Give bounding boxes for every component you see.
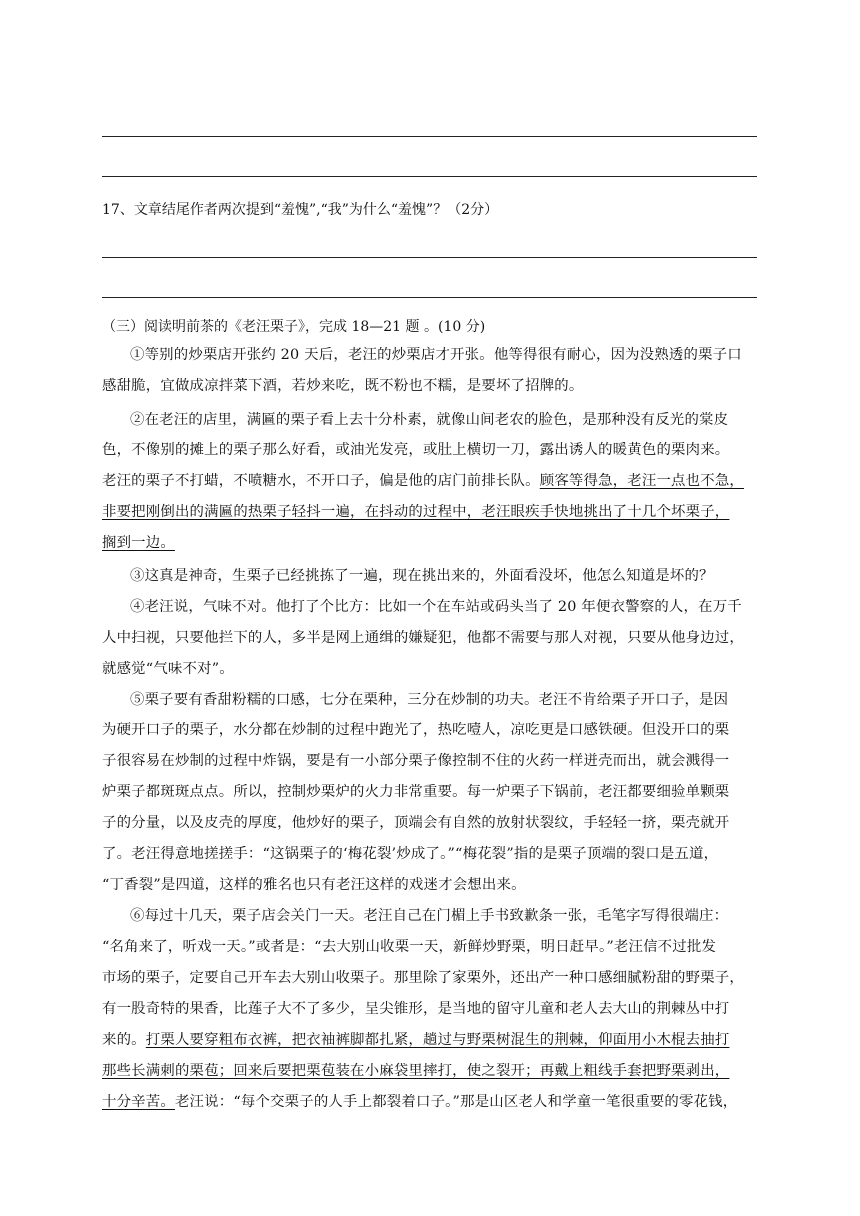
underlined-text: 那些长满刺的栗苞；回来后要把栗苞装在小麻袋里摔打，使之裂开；再戴上粗线手套把野栗剥出，	[102, 1063, 730, 1079]
passage-line: ②在老汪的店里，满匾的栗子看上去十分朴素，就像山间老农的脸色，是那种没有反光的棠皮	[130, 412, 729, 428]
underlined-text: 非要把刚倒出的满匾的热栗子轻抖一遍，在抖动的过程中，老汪眼疾手快地挑出了十几个坏栗子，	[102, 504, 730, 520]
passage-line: 子很容易在炒制的过程中炸锅，要是有一小部分栗子像控制不住的火药一样迸壳而出，就会溅得一	[102, 753, 730, 769]
passage-line	[102, 1061, 762, 1081]
passage-line: “名角来了，听戏一天。”或者是：“去大别山收栗一天，新鲜炒野栗，明日赶早。”老汪信不过批发	[102, 939, 717, 955]
passage-line: “丁香裂”是四道，这样的雅名也只有老汪这样的戏迷才会想出来。	[102, 877, 526, 893]
section-heading: （三）阅读明前茶的《老汪栗子》，完成 18—21 题 。(10 分)	[102, 319, 486, 335]
passage-text: 来的。	[102, 1032, 146, 1048]
passage-line: 市场的栗子，定要自己开车去大别山收栗子。那里除了家栗外，还出产一种口感细腻粉甜的野栗子，	[102, 970, 744, 986]
passage-line: 人中扫视，只要他拦下的人，多半是网上通缉的嫌疑犯，他都不需要与那人对视，只要从他身边过，	[102, 630, 744, 646]
passage-line: 感甜脆，宜做成凉拌菜下酒，若炒来吃，既不粉也不糯，是要坏了招牌的。	[102, 378, 584, 394]
passage-line: ⑥每过十几天，栗子店会关门一天。老汪自己在门楣上手书致歉条一张，毛笔字写得很端庄：	[130, 908, 729, 924]
passage-line: ⑤栗子要有香甜粉糯的口感，七分在栗种，三分在炒制的功夫。老汪不肯给栗子开口子，是因	[130, 692, 729, 708]
passage-text: 老汪的栗子不打蜡，不喷糖水，不开口子，偏是他的店门前排长队。	[102, 473, 540, 489]
passage-line	[102, 502, 762, 522]
passage-line: ④老汪说，气味不对。他打了个比方：比如一个在车站或码头当了 20 年便衣警察的人，在万千	[130, 599, 742, 615]
answer-line	[102, 176, 757, 177]
underlined-text: 打栗人要穿粗布衣裤，把衣袖裤脚都扎紧，趟过与野栗树混生的荆棘，仰面用小木棍去抽打	[145, 1032, 730, 1048]
answer-line	[102, 257, 757, 258]
passage-line	[102, 1030, 762, 1050]
passage-line: 就感觉“气味不对”。	[102, 661, 234, 677]
passage-line: 炉栗子都斑斑点点。所以，控制炒栗炉的火力非常重要。每一炉栗子下锅前，老汪都要细验单颗栗	[102, 784, 730, 800]
question-17: 17、文章结尾作者两次提到“羞愧”,“我”为什么“羞愧”？（2分）	[102, 202, 499, 218]
passage-text: 老汪说：“每个交栗子的人手上都裂着口子。”那是山区老人和学童一笔很重要的零花钱，	[174, 1094, 738, 1110]
passage-line	[102, 533, 762, 553]
answer-line	[102, 136, 757, 137]
answer-line	[102, 297, 757, 298]
passage-line: 有一股奇特的果香，比莲子大不了多少，呈尖锥形，是当地的留守儿童和老人去大山的荆棘丛中打	[102, 1001, 730, 1017]
passage-line: 为硬开口子的栗子，水分都在炒制的过程中跑光了，热吃噎人，凉吃更是口感铁硬。但没开口的栗	[102, 722, 730, 738]
passage-line: 了。老汪得意地搓搓手：“这锅栗子的‘梅花裂’炒成了。”“梅花裂”指的是栗子顶端的裂口是五道，	[102, 846, 719, 862]
passage-line: 色，不像别的摊上的栗子那么好看，或油光发亮，或肚上横切一刀，露出诱人的暖黄色的栗肉来。	[102, 442, 730, 458]
underlined-text: 十分辛苦。	[102, 1094, 175, 1110]
passage-line: 子的分量，以及皮壳的厚度，他炒好的栗子，顶端会有自然的放射状裂纹，手轻轻一挤，栗壳就开	[102, 815, 730, 831]
underlined-text: 顾客等得急，老汪一点也不急，	[539, 473, 745, 489]
passage-line: ③这真是神奇，生栗子已经挑拣了一遍，现在挑出来的，外面看没坏，他怎么知道是坏的？	[130, 568, 714, 584]
passage-line	[102, 1092, 762, 1112]
passage-line: ①等别的炒栗店开张约 20 天后，老汪的炒栗店才开张。他等得很有耐心，因为没熟透的栗子口	[130, 347, 742, 363]
passage-line	[102, 471, 762, 491]
underlined-text: 搁到一边。	[102, 535, 175, 551]
